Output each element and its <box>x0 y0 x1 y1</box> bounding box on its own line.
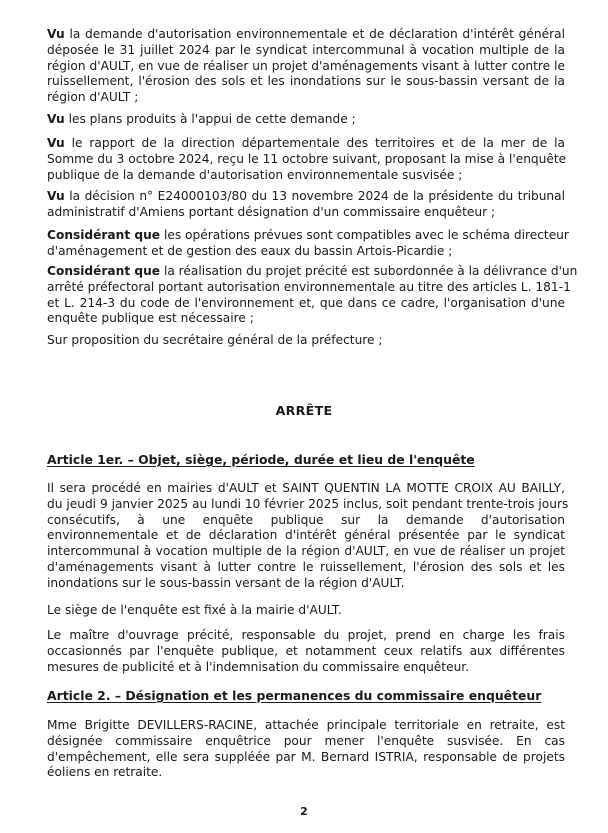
text-line: la réalisation du projet précité est subordonnée à la délivrance d'un <box>163 264 578 278</box>
text-line: Sur proposition du secrétaire général de la préfecture ; <box>47 333 383 347</box>
text-line: mesures de publicité et à l'indemnisation du commissaire enquêteur. <box>47 659 470 674</box>
article-1-paragraph-2 <box>47 603 565 619</box>
text-line: occasionnés par l'enquête publique, et notamment ceux relatifs aux différentes <box>47 643 565 658</box>
text-line: la décision n° E24000103/80 du 13 novembre 2024 de la présidente du tribunal <box>69 189 566 203</box>
considering-authorization <box>47 264 578 327</box>
paragraph-lead: Vu <box>47 112 65 126</box>
text-line: désignée commissaire enquêtrice pour mener l'enquête susvisée. En cas <box>47 733 565 748</box>
paragraph-lead: Vu <box>47 27 65 41</box>
visa-report <box>47 136 565 183</box>
paragraph-lead: Vu <box>47 136 65 150</box>
text-line: le rapport de la direction départementale des territoires et de la mer de la <box>71 136 565 150</box>
article-1-heading: Article 1er. – Objet, siège, période, durée et lieu de l'enquête <box>47 452 475 467</box>
text-line: administratif d'Amiens portant désignation d'un commissaire enquêteur ; <box>47 204 496 219</box>
paragraph-lead: Considérant que <box>47 228 161 242</box>
text-line: les opérations prévues sont compatibles avec le schéma directeur <box>163 228 569 242</box>
text-line: Mme Brigitte DEVILLERS-RACINE, attachée principale territoriale en retraite, est <box>47 718 565 732</box>
text-line: du jeudi 9 janvier 2025 au lundi 10 février 2025 inclus, soit pendant trente-trois jours <box>47 496 569 511</box>
text-line: d'aménagements visant à lutter contre le ruissellement, l'érosion des sols et les <box>47 559 565 574</box>
text-line: éoliens en retraite. <box>47 765 163 780</box>
considering-compatibility <box>47 228 569 260</box>
text-line: Somme du 3 octobre 2024, reçu le 11 octobre suivant, proposant la mise à l'enquête <box>47 151 567 166</box>
text-line: déposée le 31 juillet 2024 par le syndicat intercommunal à vocation multiple de la <box>47 42 565 57</box>
text-line: publique de la demande d'autorisation environnementale susvisée ; <box>47 167 463 182</box>
text-line: Il sera procédé en mairies d'AULT et SAINT QUENTIN LA MOTTE CROIX AU BAILLY, <box>47 481 565 495</box>
visa-decision <box>47 189 565 221</box>
text-line: arrêté préfectoral portant autorisation environnementale au titre des articles L. 181-1 <box>47 279 571 294</box>
text-line: inondations sur le sous-bassin versant de la région d'AULT. <box>47 575 405 590</box>
text-line: enquête publique est nécessaire ; <box>47 311 254 326</box>
visa-plans <box>47 112 565 128</box>
text-line: région d'AULT, en vue de réaliser un projet d'aménagements visant à lutter contre le <box>47 58 565 73</box>
text-line: d'empêchement, elle sera suppléée par M. Bernard ISTRIA, responsable de projets <box>47 749 565 764</box>
proposal-line <box>47 333 565 349</box>
text-line: intercommunal à vocation multiple de la région d'AULT, en vue de réaliser un projet <box>47 544 565 559</box>
text-line: la demande d'autorisation environnementale et de déclaration d'intérêt général <box>69 27 565 41</box>
page-number: 2 <box>300 805 308 818</box>
text-line: Le siège de l'enquête est fixé à la mairie d'AULT. <box>47 603 342 617</box>
text-line: et L. 214-3 du code de l'environnement et, que dans ce cadre, l'organisation d'une <box>47 295 565 310</box>
paragraph-lead: Vu <box>47 189 65 203</box>
text-line: consécutifs, à une enquête publique sur la demande d'autorisation <box>47 512 565 527</box>
article-1-paragraph-1 <box>47 481 569 592</box>
text-line: environnementale et de déclaration d'intérêt général présentée par le syndicat <box>47 528 565 543</box>
text-line: région d'AULT ; <box>47 90 139 105</box>
decree-title: ARRÊTE <box>275 403 333 418</box>
visa-application <box>47 27 565 106</box>
paragraph-lead: Considérant que <box>47 264 161 278</box>
text-line: les plans produits à l'appui de cette demande ; <box>68 112 356 126</box>
text-line: d'aménagement et de gestion des eaux du bassin Artois-Picardie ; <box>47 243 453 258</box>
article-2-heading: Article 2. – Désignation et les permanences du commissaire enquêteur <box>47 688 542 703</box>
article-2-paragraph-1 <box>47 718 565 781</box>
article-1-paragraph-3 <box>47 628 565 675</box>
text-line: Le maître d'ouvrage précité, responsable du projet, prend en charge les frais <box>47 628 565 642</box>
text-line: ruissellement, l'érosion des sols et les inondations sur le sous-bassin versant de la <box>47 74 565 89</box>
